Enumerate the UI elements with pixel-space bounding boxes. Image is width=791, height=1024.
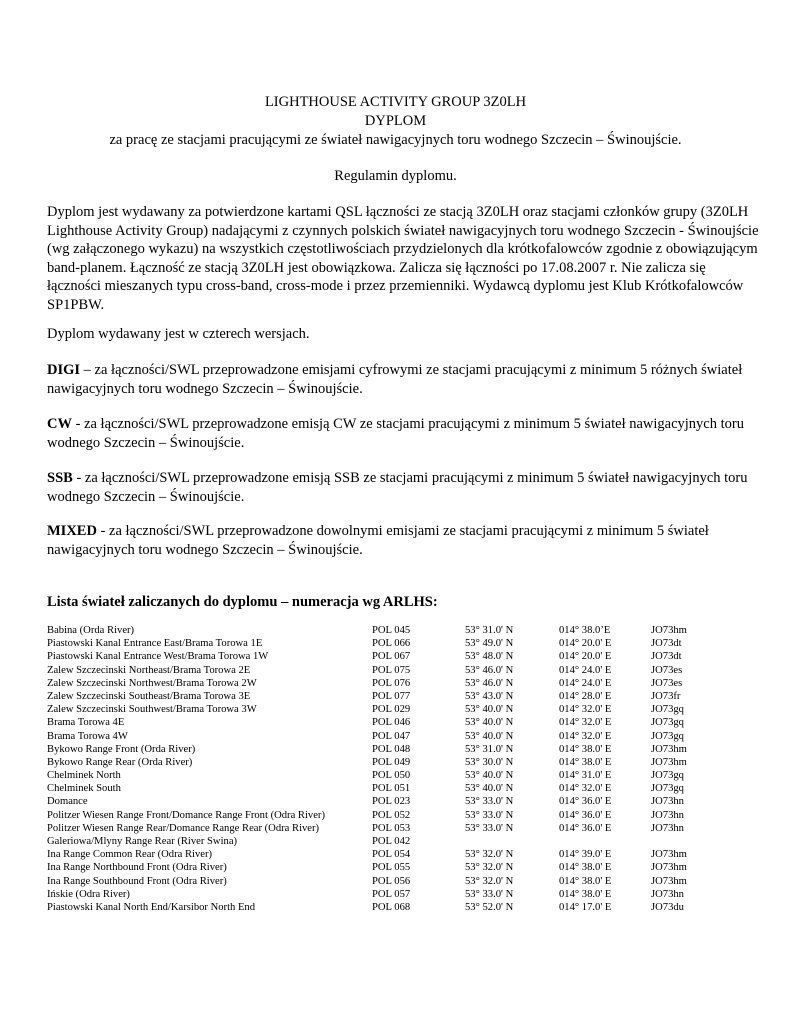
light-code: POL 077 [372,690,411,702]
light-name: Ińskie (Odra River) [47,888,130,900]
light-longitude: 014° 24.0' E [559,677,612,689]
light-longitude: 014° 38.0’E [559,625,611,636]
light-code: POL 023 [372,796,411,808]
light-code: POL 042 [372,836,411,847]
light-name: Politzer Wiesen Range Rear/Domance Range Rear (Odra River) [47,822,320,834]
intro-paragraph: Dyplom jest wydawany za potwierdzone kartami QSL łączności ze stacją 3Z0LH oraz stacjami członków grupy (3Z0LH Lighthouse Activity Group) nadającymi z czynnych polskich świateł nawigacyjnych toru wodnego Szczecin - Świnoujście (wg załączonego wykazu) na wszystkich częstotliwościach przydzielonych dla krótkofalowców zgodnie z obowiązującym band-planem. Łączność ze stacją 3Z0LH jest obowiązkowa. Zalicza się łączności po 17.08.2007 r. Nie zalicza się łączności mieszanych typu cross-band, cross-mode i przez przemienniki. Wydawcą dyplomu jest Klub Krótkofalowców SP1PBW. [47,204,759,313]
light-name: Chelminek South [47,783,121,795]
light-locator: JO73gq [651,770,684,782]
light-name: Brama Torowa 4E [47,717,125,729]
light-name: Ina Range Southbound Front (Odra River) [47,875,227,887]
light-latitude: 53° 46.0' N [465,664,514,676]
light-code: POL 068 [372,901,411,913]
version-cw [47,415,762,452]
light-name: Bykowo Range Rear (Orda River) [47,756,193,768]
light-longitude: 014° 38.0' E [559,743,612,755]
light-name: Galeriowa/Mlyny Range Rear (River Swina) [47,836,238,847]
light-longitude: 014° 36.0' E [559,822,612,834]
light-name: Zalew Szczecinski Northeast/Brama Torowa 2E [47,664,251,676]
light-name: Politzer Wiesen Range Front/Domance Range Front (Odra River) [47,809,325,821]
version-text: - za łączności/SWL przeprowadzone dowolnymi emisjami ze stacjami pracującymi z minimum 5 świateł nawigacyjnych toru wodnego Szczecin – Świnoujście. [47,523,709,558]
light-locator: JO73hm [651,849,687,861]
light-locator: JO73gq [651,730,684,742]
light-locator: JO73gq [651,717,684,729]
version-name: DIGI [47,362,81,378]
light-latitude: 53° 40.0' N [465,717,514,729]
light-latitude: 53° 40.0' N [465,730,514,742]
light-longitude: 014° 28.0' E [559,690,612,702]
light-name: Chelminek North [47,770,121,782]
light-locator: JO73es [651,664,683,676]
version-name: MIXED [47,523,97,539]
version-text: - za łączności/SWL przeprowadzone emisją CW ze stacjami pracującymi z minimum 5 świateł nawigacyjnych toru wodnego Szczecin – Świnoujście. [47,416,744,451]
header-dyplom: DYPLOM [364,113,427,129]
light-latitude: 53° 33.0' N [465,888,514,900]
light-locator: JO73es [651,677,683,689]
light-name: Zalew Szczecinski Southwest/Brama Torowa 3W [47,704,257,716]
light-locator: JO73hm [651,875,687,887]
light-locator: JO73gq [651,783,684,795]
light-locator: JO73hm [651,756,687,768]
light-latitude: 53° 52.0' N [465,901,514,913]
light-longitude: 014° 32.0' E [559,717,612,729]
version-digi [47,361,762,398]
light-name: Piastowski Kanal North End/Karsibor North End [47,901,256,913]
light-name: Zalew Szczecinski Northwest/Brama Torowa 2W [47,677,257,689]
light-code: POL 051 [372,783,411,795]
light-code: POL 066 [372,638,411,650]
light-latitude: 53° 32.0' N [465,849,514,861]
light-code: POL 055 [372,862,411,874]
light-locator: JO73dt [651,638,682,650]
light-locator: JO73hn [651,888,684,900]
light-code: POL 047 [372,730,411,742]
light-latitude: 53° 43.0' N [465,690,514,702]
version-ssb [47,469,762,506]
light-longitude: 014° 20.0' E [559,638,612,650]
light-latitude: 53° 32.0' N [465,875,514,887]
light-locator: JO73hm [651,743,687,755]
light-longitude: 014° 36.0' E [559,796,612,808]
light-latitude: 53° 33.0' N [465,822,514,834]
light-latitude: 53° 31.0' N [465,743,514,755]
light-latitude: 53° 31.0' N [465,625,514,636]
light-name: Ina Range Common Rear (Odra River) [47,849,213,861]
light-locator: JO73hm [651,625,687,636]
lights-list-heading: Lista świateł zaliczanych do dyplomu – numeracja wg ARLHS: [47,594,438,610]
light-latitude: 53° 46.0' N [465,677,514,689]
light-longitude: 014° 32.0' E [559,783,612,795]
version-mixed [47,522,762,559]
version-text: – za łączności/SWL przeprowadzone emisjami cyfrowymi ze stacjami pracującymi z minimum 5 różnych świateł nawigacyjnych toru wodnego Szczecin – Świnoujście. [47,362,743,397]
light-latitude: 53° 48.0' N [465,651,514,663]
light-code: POL 075 [372,664,411,676]
light-locator: JO73hm [651,862,687,874]
light-longitude: 014° 17.0' E [559,901,612,913]
light-longitude: 014° 38.0' E [559,875,612,887]
light-longitude: 014° 20.0' E [559,651,612,663]
light-latitude: 53° 30.0' N [465,756,514,768]
light-latitude: 53° 40.0' N [465,783,514,795]
light-latitude: 53° 49.0' N [465,638,514,650]
light-longitude: 014° 31.0' E [559,770,612,782]
light-name: Domance [47,796,88,808]
light-locator: JO73hn [651,809,684,821]
version-text: - za łączności/SWL przeprowadzone emisją SSB ze stacjami pracującymi z minimum 5 świateł nawigacyjnych toru wodnego Szczecin – Świnoujście. [47,470,748,505]
light-code: POL 076 [372,677,411,689]
light-latitude: 53° 32.0' N [465,862,514,874]
light-latitude: 53° 40.0' N [465,770,514,782]
versions-intro: Dyplom wydawany jest w czterech wersjach. [47,326,310,342]
light-code: POL 057 [372,888,411,900]
light-code: POL 029 [372,704,411,716]
light-locator: JO73fr [651,690,681,702]
light-locator: JO73dt [651,651,682,663]
light-name: Babina (Orda River) [47,625,135,636]
light-longitude: 014° 39.0' E [559,849,612,861]
light-name: Zalew Szczecinski Southeast/Brama Torowa 3E [47,690,251,702]
version-name: CW [47,416,72,432]
light-longitude: 014° 38.0' E [559,862,612,874]
light-code: POL 056 [372,875,411,887]
light-name: Piastowski Kanal Entrance East/Brama Torowa 1E [47,638,263,650]
light-code: POL 049 [372,756,411,768]
light-locator: JO73gq [651,704,684,716]
light-latitude: 53° 40.0' N [465,704,514,716]
light-longitude: 014° 32.0' E [559,704,612,716]
light-longitude: 014° 38.0' E [559,756,612,768]
light-longitude: 014° 32.0' E [559,730,612,742]
light-code: POL 052 [372,809,411,821]
light-latitude: 53° 33.0' N [465,809,514,821]
light-code: POL 067 [372,651,411,663]
light-code: POL 054 [372,849,411,861]
light-name: Ina Range Northbound Front (Odra River) [47,862,227,874]
light-longitude: 014° 38.0' E [559,888,612,900]
light-code: POL 048 [372,743,411,755]
light-longitude: 014° 24.0' E [559,664,612,676]
light-code: POL 050 [372,770,411,782]
light-locator: JO73hn [651,796,684,808]
header-description: za pracę ze stacjami pracującymi ze świateł nawigacyjnych toru wodnego Szczecin – Świnoujście. [109,132,682,148]
light-name: Brama Torowa 4W [47,730,128,742]
rules-subtitle: Regulamin dyplomu. [334,168,457,184]
light-code: POL 045 [372,625,411,636]
light-locator: JO73hn [651,822,684,834]
header-group-name: LIGHTHOUSE ACTIVITY GROUP 3Z0LH [264,94,527,110]
light-latitude: 53° 33.0' N [465,796,514,808]
light-name: Piastowski Kanal Entrance West/Brama Torowa 1W [47,651,269,663]
light-longitude: 014° 36.0' E [559,809,612,821]
version-name: SSB [47,470,73,486]
light-code: POL 046 [372,717,411,729]
light-name: Bykowo Range Front (Orda River) [47,743,196,755]
light-locator: JO73du [651,901,684,913]
light-code: POL 053 [372,822,411,834]
